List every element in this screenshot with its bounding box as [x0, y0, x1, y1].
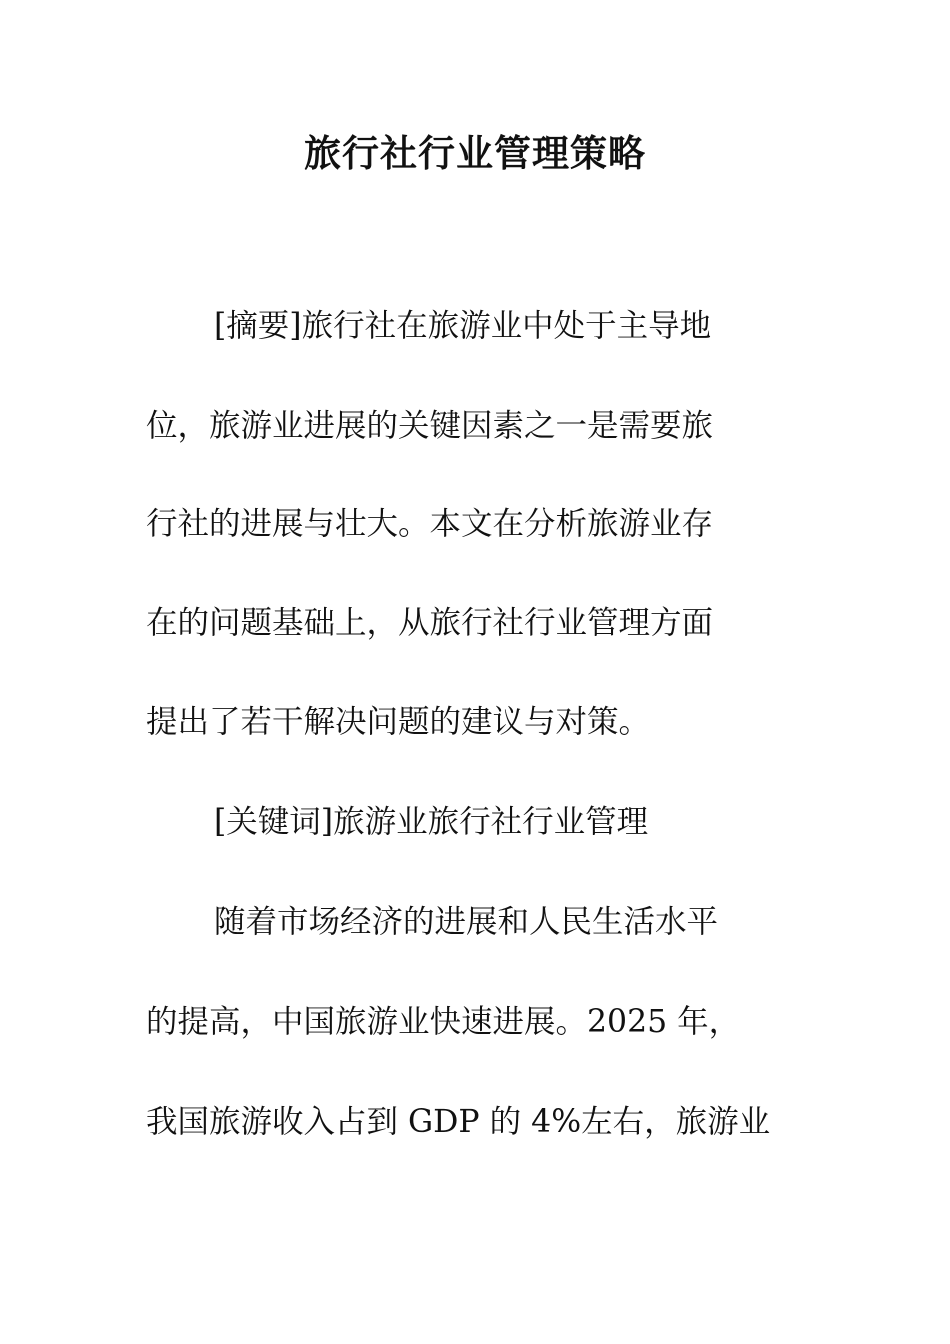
abstract-line-5: 提出了若干解决问题的建议与对策。 — [146, 704, 651, 740]
abstract-line-1: [摘要]旅行社在旅游业中处于主导地 — [214, 308, 712, 344]
abstract-line-3: 行社的进展与壮大。本文在分析旅游业存 — [146, 506, 714, 542]
abstract-line-2: 位，旅游业进展的关键因素之一是需要旅 — [146, 408, 714, 444]
body-line-1: 随着市场经济的进展和人民生活水平 — [214, 904, 719, 940]
abstract-line-4: 在的问题基础上，从旅行社行业管理方面 — [146, 605, 714, 641]
keywords-line: [关键词]旅游业旅行社行业管理 — [214, 804, 649, 840]
document-title: 旅行社行业管理策略 — [304, 132, 646, 175]
body-line-3: 我国旅游收入占到 GDP 的 4%左右，旅游业 — [146, 1104, 771, 1140]
body-line-2: 的提高，中国旅游业快速进展。2025 年， — [146, 1004, 741, 1040]
